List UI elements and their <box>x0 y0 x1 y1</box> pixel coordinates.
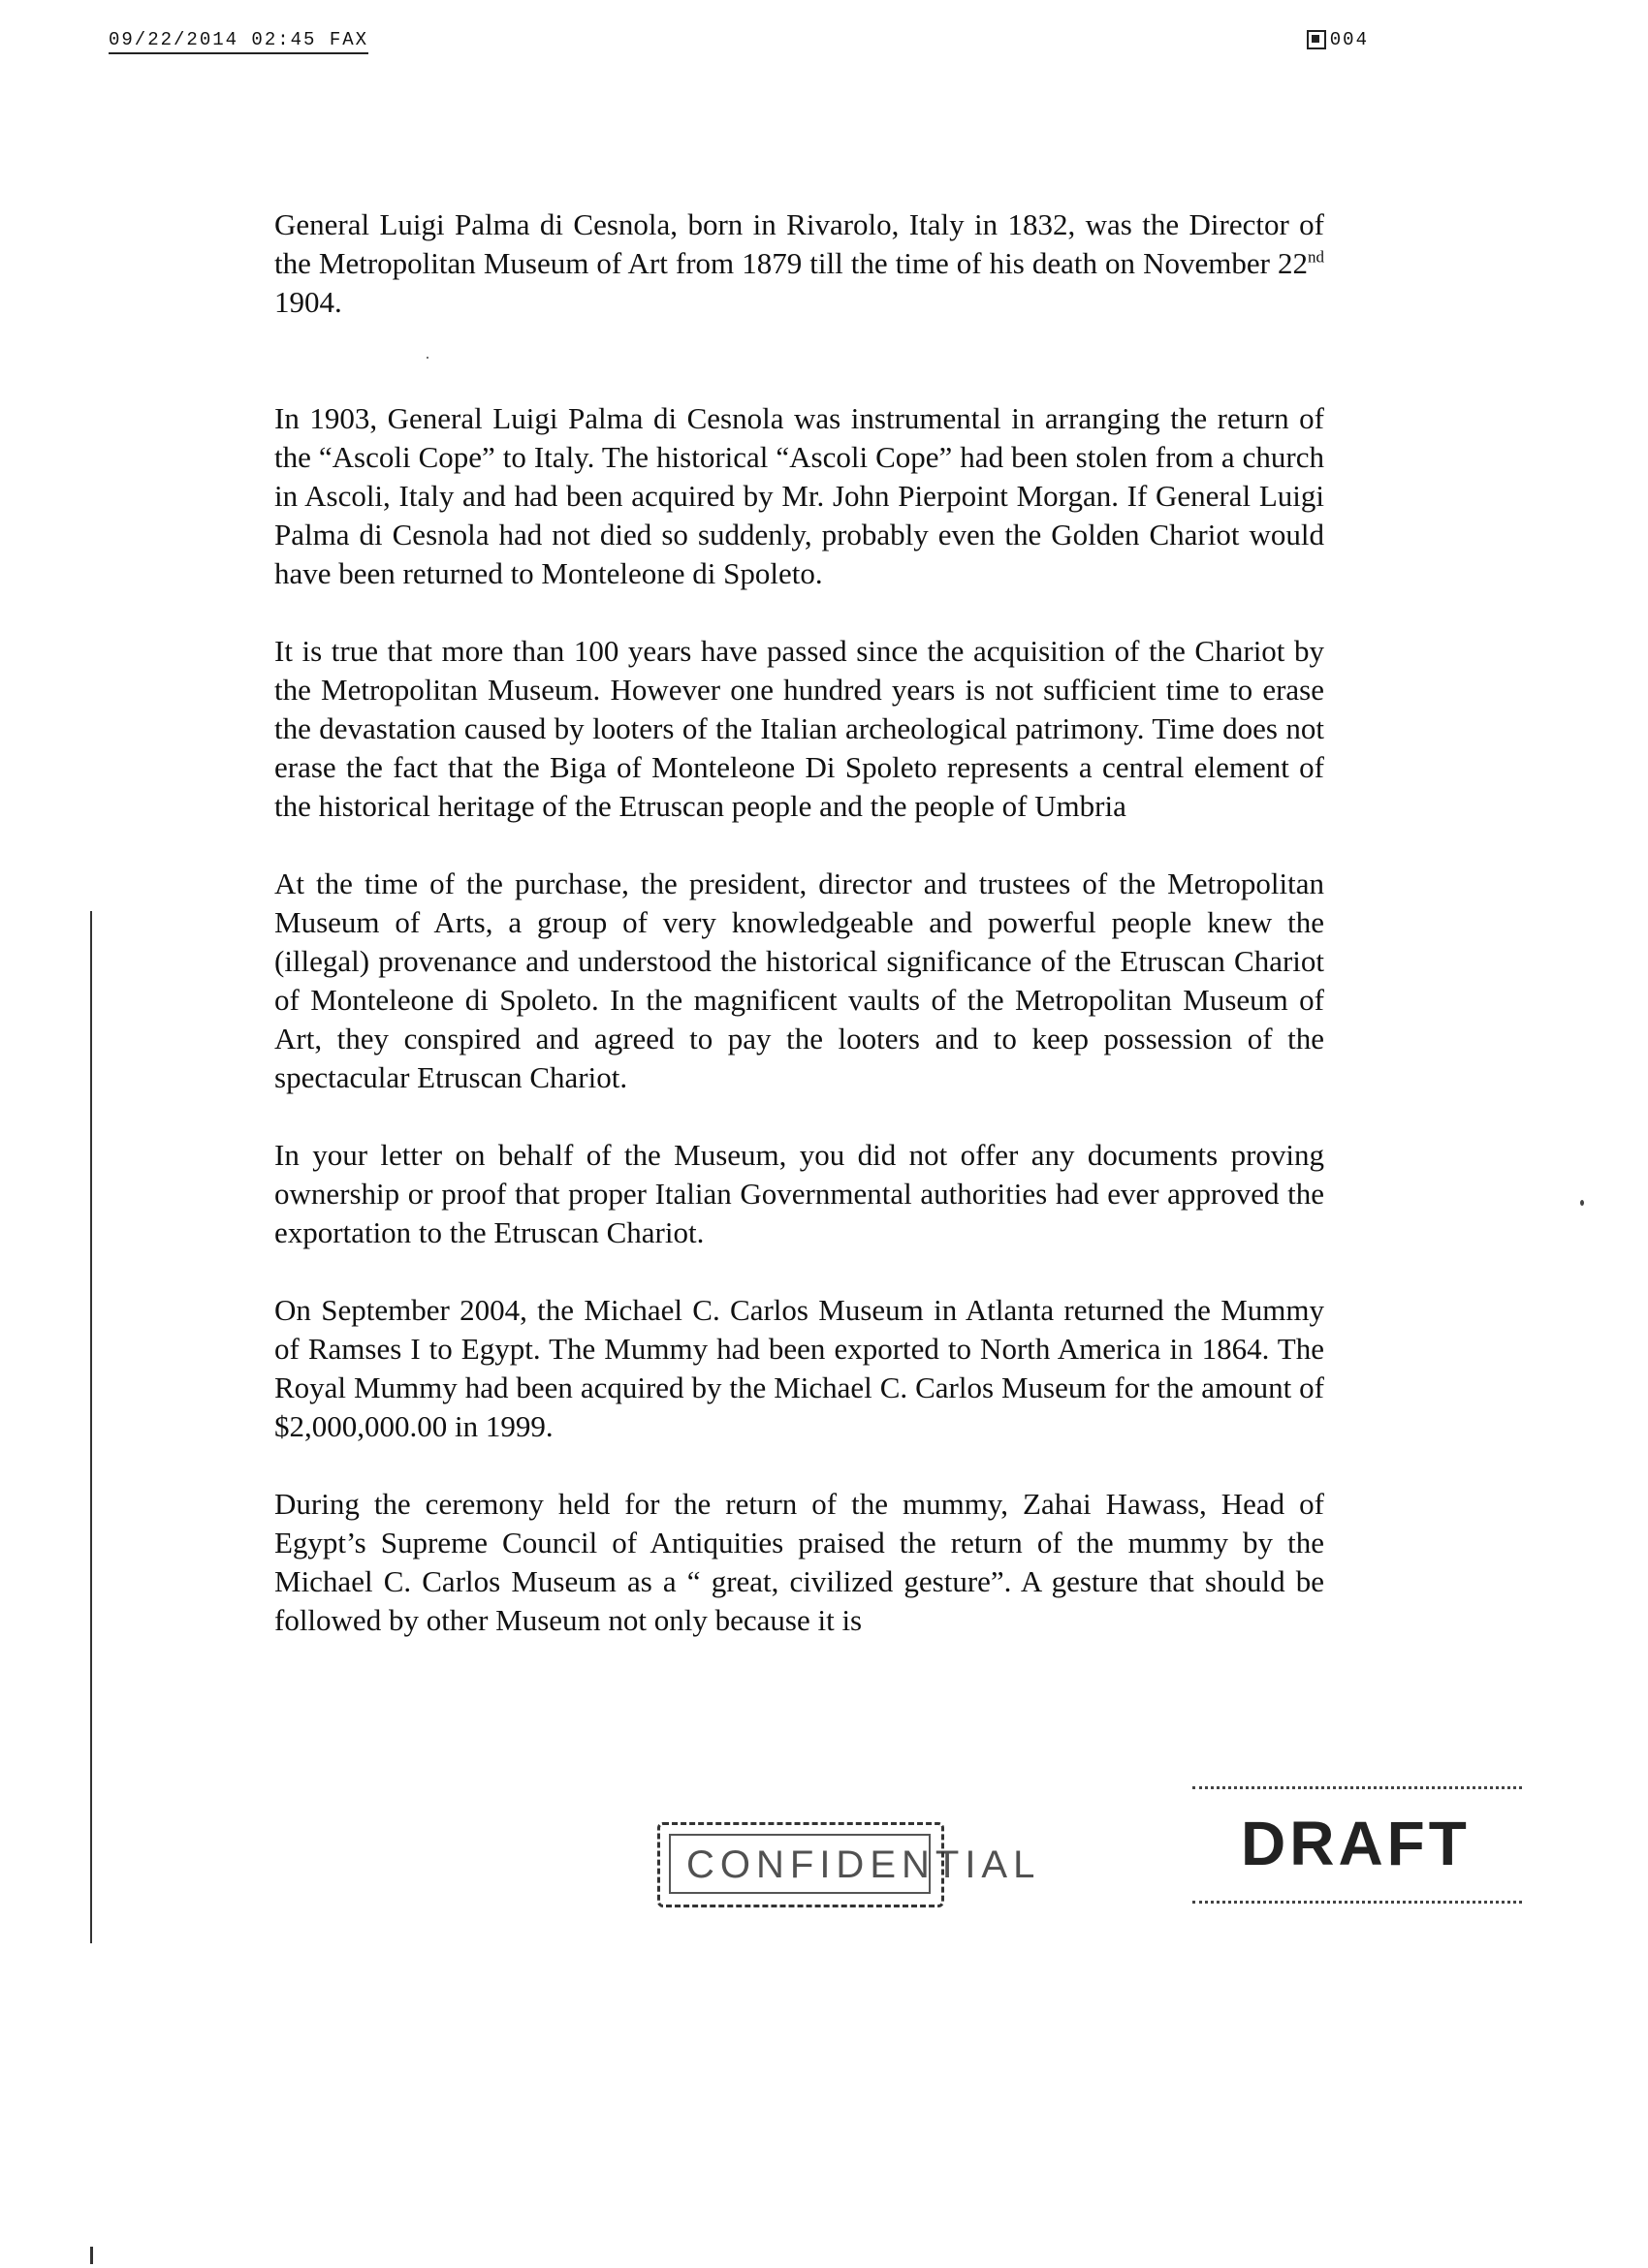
confidential-stamp-label: CONFIDENTIAL <box>686 1843 1041 1886</box>
draft-stamp <box>1183 1779 1532 1924</box>
confidential-stamp <box>648 1811 1041 1917</box>
paragraph-cesnola-bio <box>274 205 1324 322</box>
paragraph-acquisition: It is true that more than 100 years have passed since the acquisition of the Chariot by the Metropolitan Museum. However one hundred years is not sufficient time to erase the devastation caused by looters of the Italian archeological patrimony. Time does not erase the fact that the Biga of Monteleone Di Spoleto represents a central element of the historical heritage of the Etruscan people and the people of Umbria <box>274 634 1324 823</box>
draft-stamp-top-rule <box>1192 1786 1522 1789</box>
fax-timestamp <box>109 29 368 50</box>
paragraph-text: General Luigi Palma di Cesnola, born in Rivarolo, Italy in 1832, was the Director of the Metropolitan Museum of Art from 1879 till the time of his death on November 22 <box>274 207 1324 280</box>
scan-speck <box>1580 1200 1584 1206</box>
margin-tick <box>90 2247 93 2264</box>
draft-stamp-label: DRAFT <box>1241 1809 1471 1878</box>
paragraph-ceremony: During the ceremony held for the return of the mummy, Zahai Hawass, Head of Egypt’s Supreme Council of Antiquities praised the return of the mummy by the Michael C. Carlos Museum as a “ great, civilized gesture”. A gesture that should be followed by other Museum not only because it is <box>274 1487 1324 1637</box>
fax-header-text: 09/22/2014 02:45 FAX <box>109 29 368 54</box>
paragraph-letter: In your letter on behalf of the Museum, you did not offer any documents proving ownership or proof that proper Italian Governmental authorities had ever approved the exportation to the Etruscan Chariot. <box>274 1138 1324 1249</box>
fax-page-label: 004 <box>1329 29 1369 50</box>
fax-page-icon <box>1307 30 1326 49</box>
margin-rule <box>90 911 92 1943</box>
draft-stamp-bottom-rule <box>1192 1901 1522 1904</box>
paragraph-ascoli-cope: In 1903, General Luigi Palma di Cesnola was instrumental in arranging the return of the “Ascoli Cope” to Italy. The historical “Ascoli Cope” had been stolen from a church in Ascoli, Italy and had been acquired by Mr. John Pierpoint Morgan. If General Luigi Palma di Cesnola had not died so suddenly, probably even the Golden Chariot would have been returned to Monteleone di Spoleto. <box>274 401 1324 590</box>
ordinal-suffix: nd <box>1308 247 1324 267</box>
paragraph-ramses: On September 2004, the Michael C. Carlos Museum in Atlanta returned the Mummy of Ramses I to Egypt. The Mummy had been exported to North America in 1864. The Royal Mummy had been acquired by the Michael C. Carlos Museum for the amount of $2,000,000.00 in 1999. <box>274 1293 1324 1443</box>
paragraph-text-end: 1904. <box>274 285 342 319</box>
fax-page-number <box>1307 29 1369 50</box>
fax-header <box>109 29 1369 58</box>
letter-body <box>274 205 1324 1679</box>
paragraph-purchase: At the time of the purchase, the president, director and trustees of the Metropolitan Museum of Arts, a group of very knowledgeable and powerful people knew the (illegal) provenance and understood the historical significance of the Etruscan Chariot of Monteleone di Spoleto. In the magnificent vaults of the Metropolitan Museum of Art, they conspired and agreed to pay the looters and to keep possession of the spectacular Etruscan Chariot. <box>274 866 1324 1094</box>
scan-speck <box>427 357 428 359</box>
